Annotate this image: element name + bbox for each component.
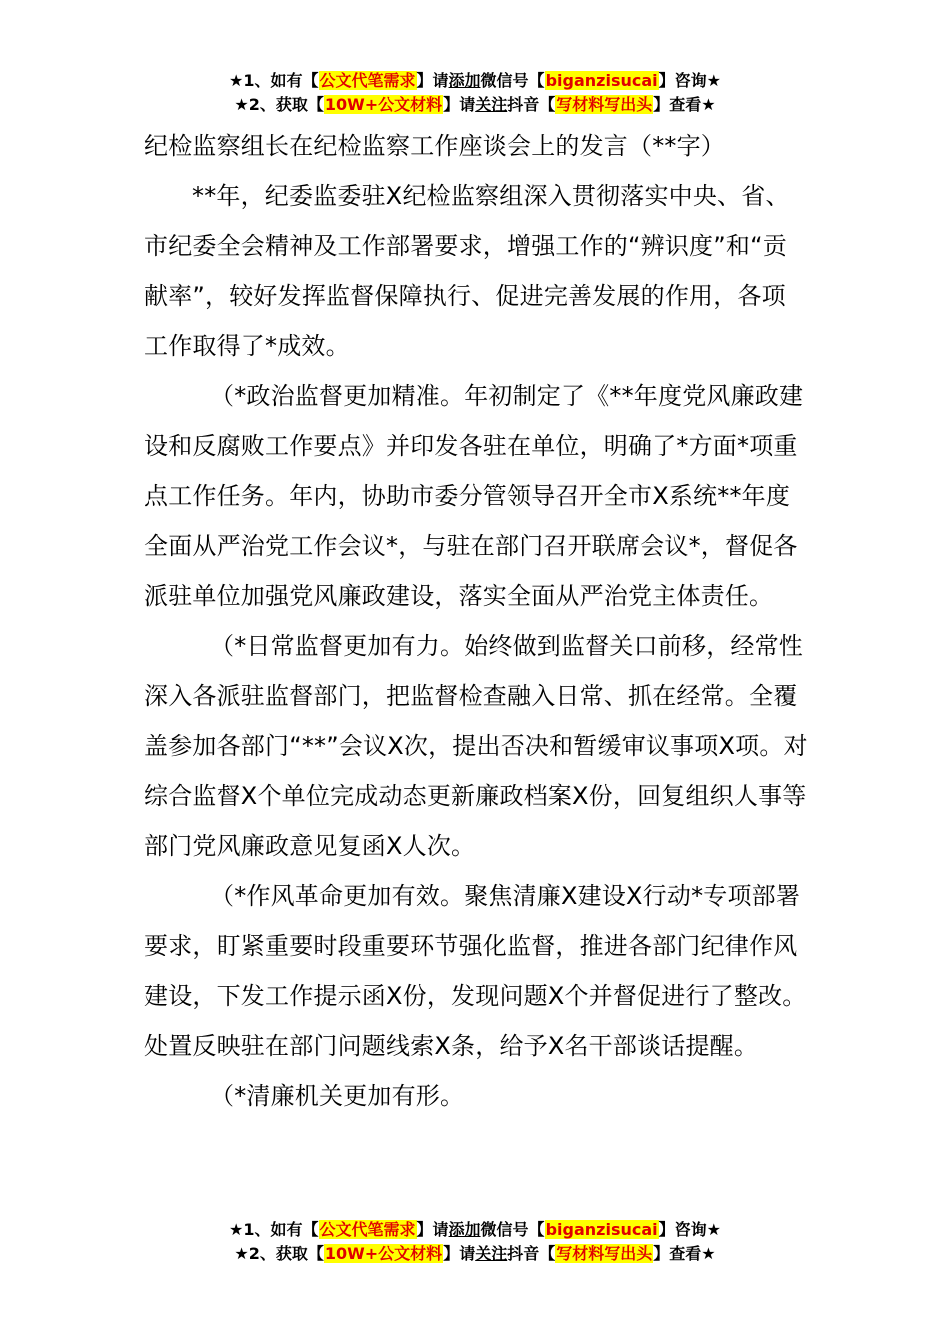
document-title: 纪检监察组长在纪检监察工作座谈会上的发言（**字） — [144, 132, 725, 160]
paragraph-1: **年，纪委监委驻X纪检监察组深入贯彻落实中央、省、市纪委全会精神及工作部署要求，增强工作的“辨识度”和“贡献率”，较好发挥监督保障执行、促进完善发展的作用，各项工作取得了*成效。 — [144, 182, 790, 360]
highlight-writing-service: 公文代笔需求 — [319, 71, 416, 90]
paragraph-5: （*清廉机关更加有形。 — [210, 1082, 465, 1110]
banner-line-1: ★1、如有【公文代笔需求】请添加微信号【biganzisucai】咨询★ — [229, 71, 721, 90]
paragraph-4: （*作风革命更加有效。聚焦清廉X建设X行动*专项部署要求，盯紧重要时段重要环节强化监督，推进各部门纪律作风建设，下发工作提示函X份，发现问题X个并督促进行了整改。处置反映驻在部门问题线索X条，给予X名干部谈话提醒。 — [144, 882, 807, 1060]
highlight-materials: 10W+公文材料 — [324, 95, 443, 114]
highlight-writing-service: 公文代笔需求 — [319, 1220, 416, 1239]
paragraph-3: （*日常监督更加有力。始终做到监督关口前移，经常性深入各派驻监督部门，把监督检查融入日常、抓在经常。全覆盖参加各部门“**”会议X次，提出否决和暂缓审议事项X项。对综合监督X个单位完成动态更新廉政档案X份，回复组织人事等部门党风廉政意见复函X人次。 — [144, 632, 808, 860]
footer-line-2: ★2、获取【10W+公文材料】请关注抖音【写材料写出头】查看★ — [234, 1244, 716, 1263]
banner-line-2: ★2、获取【10W+公文材料】请关注抖音【写材料写出头】查看★ — [234, 95, 716, 114]
paragraph-2: （*政治监督更加精准。年初制定了《**年度党风廉政建设和反腐败工作要点》并印发各驻在单位，明确了*方面*项重点工作任务。年内，协助市委分管领导召开全市X系统**年度全面从严治党工作会议*，与驻在部门召开联席会议*，督促各派驻单位加强党风廉政建设，落实全面从严治党主体责任。 — [144, 382, 804, 610]
highlight-douyin: 写材料写出头 — [556, 95, 653, 114]
highlight-materials: 10W+公文材料 — [324, 1244, 443, 1263]
highlight-wechat-id: biganzisucai — [545, 1220, 658, 1239]
footer-banner — [0, 1218, 950, 1266]
highlight-douyin: 写材料写出头 — [556, 1244, 653, 1263]
footer-line-1: ★1、如有【公文代笔需求】请添加微信号【biganzisucai】咨询★ — [229, 1220, 721, 1239]
document-body — [144, 121, 808, 1121]
highlight-wechat-id: biganzisucai — [545, 71, 658, 90]
header-banner — [0, 69, 950, 117]
